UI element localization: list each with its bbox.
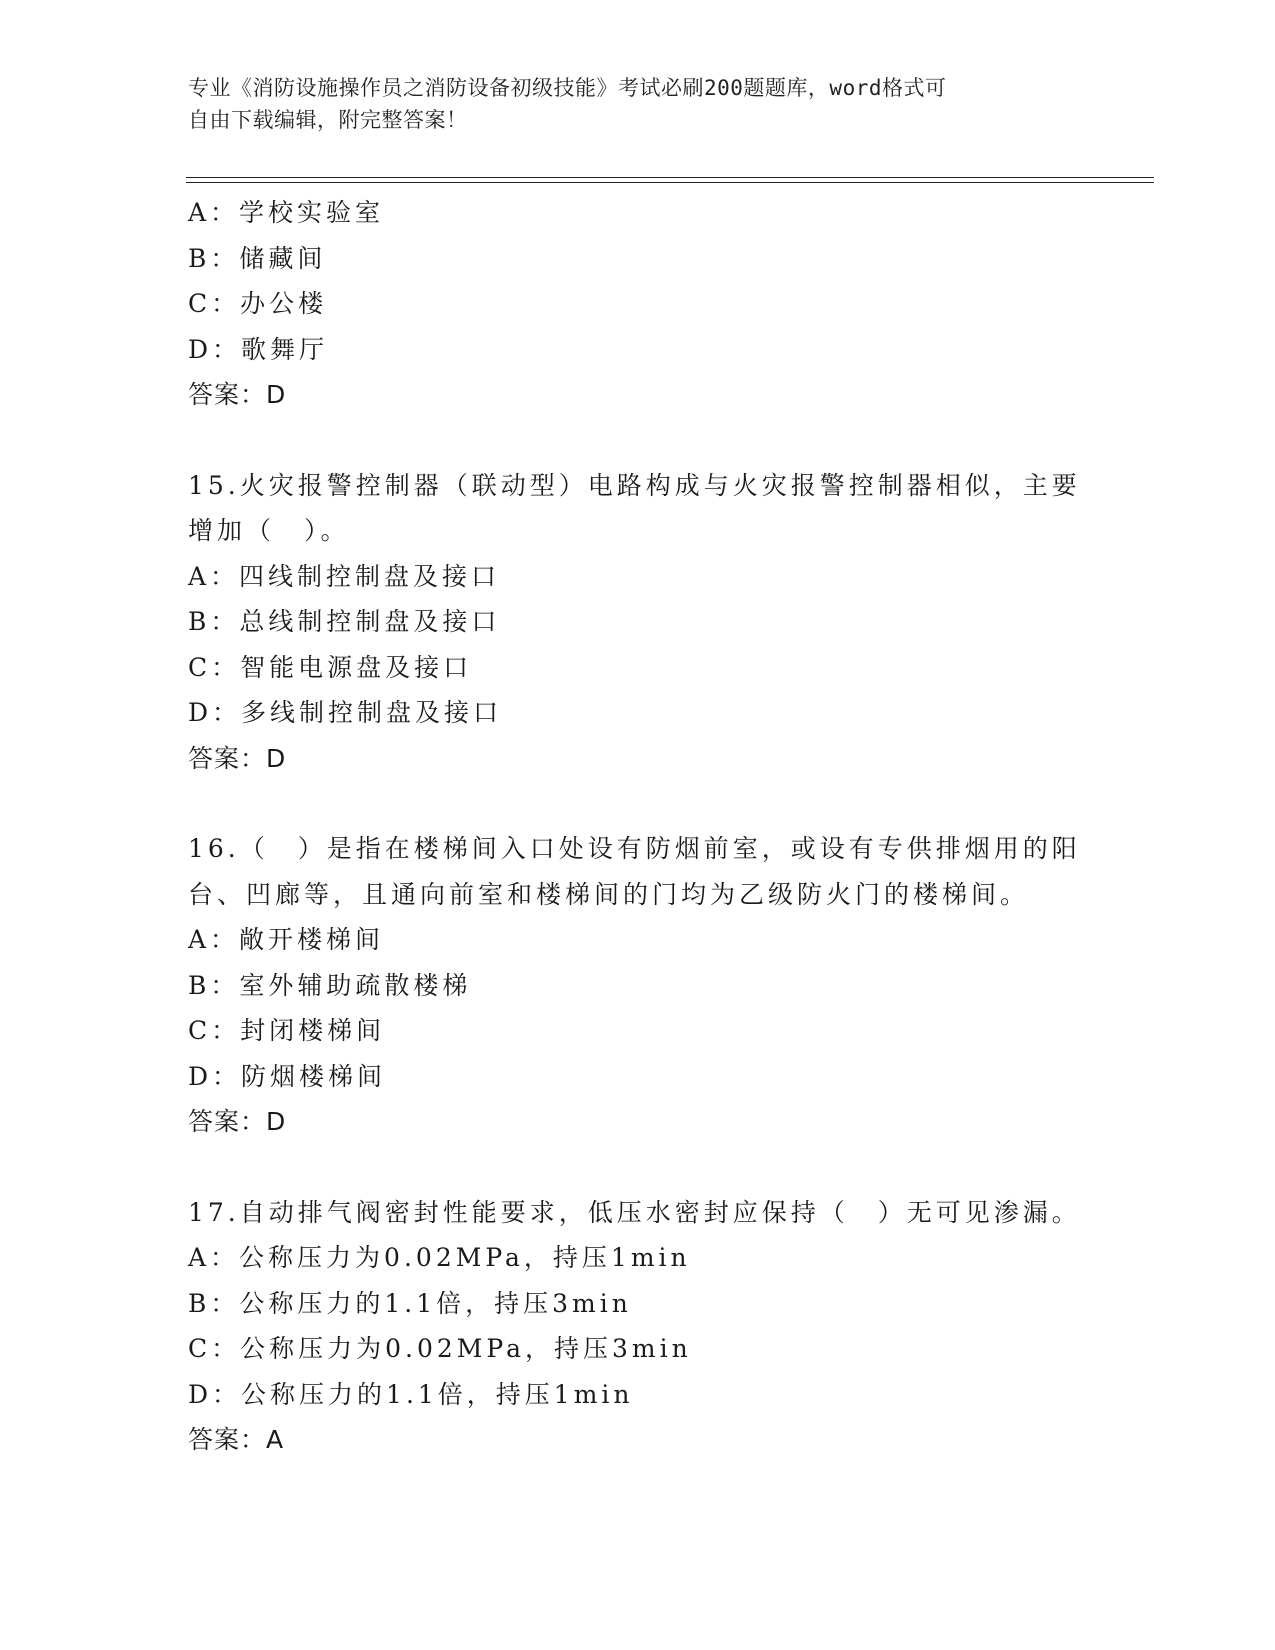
option-d: D：公称压力的1.1倍，持压1min [188,1379,634,1409]
question-list [188,190,1148,1463]
question-14-continued [188,190,1148,418]
option-c: C：办公楼 [188,289,328,318]
option-c: C：封闭楼梯间 [188,1016,386,1045]
question-17 [188,1190,1148,1463]
header-line-2: 自由下载编辑，附完整答案！ [188,108,468,132]
question-stem-line-2: 增加（ ）。 [188,516,350,545]
option-a: A：学校实验室 [188,198,385,227]
option-c: C：公称压力为0.02MPa，持压3min [188,1334,692,1363]
document-header [188,72,1088,136]
option-b: B：公称压力的1.1倍，持压3min [188,1288,632,1318]
answer-line: 答案：D [188,1107,287,1136]
option-b: B：储藏间 [188,243,327,273]
option-b: B：室外辅助疏散楼梯 [188,970,472,1000]
header-divider-bottom [186,182,1154,183]
question-15 [188,463,1148,782]
header-line-1: 专业《消防设施操作员之消防设备初级技能》考试必刷200题题库，word格式可 [188,76,947,100]
option-c: C：智能电源盘及接口 [188,652,473,682]
option-a: A：敞开楼梯间 [188,925,385,954]
option-a: A：公称压力为0.02MPa，持压1min [188,1243,691,1272]
question-stem-line-1: 15.火灾报警控制器（联动型）电路构成与火灾报警控制器相似，主要 [188,470,1081,500]
option-d: D：歌舞厅 [188,334,329,364]
answer-line: 答案：A [188,1425,285,1454]
question-stem-line-1: 16.（ ）是指在楼梯间入口处设有防烟前室，或设有专供排烟用的阳 [188,834,1081,863]
option-d: D：防烟楼梯间 [188,1061,387,1091]
header-divider-top [186,177,1154,178]
answer-line: 答案：D [188,380,287,409]
option-a: A：四线制控制盘及接口 [188,561,501,591]
option-d: D：多线制控制盘及接口 [188,698,503,727]
question-16 [188,826,1148,1145]
answer-line: 答案：D [188,743,287,773]
question-stem-line-2: 台、凹廊等，且通向前室和楼梯间的门均为乙级防火门的楼梯间。 [188,879,1030,909]
option-b: B：总线制控制盘及接口 [188,607,501,636]
question-stem-line-1: 17.自动排气阀密封性能要求，低压水密封应保持（ ）无可见渗漏。 [188,1197,1081,1227]
